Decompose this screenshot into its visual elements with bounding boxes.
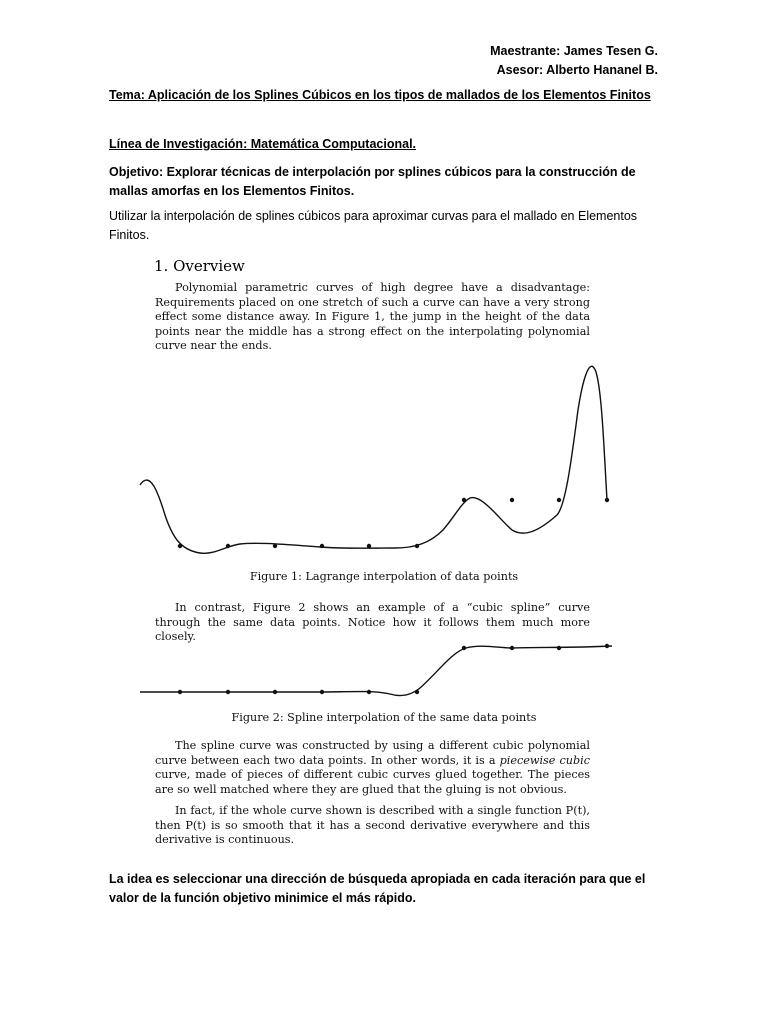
- lagrange-curve: [140, 366, 607, 553]
- spline-curve: [140, 646, 612, 696]
- fig1-data-point: [320, 544, 324, 548]
- fig2-data-point: [367, 690, 371, 694]
- fig2-data-point: [273, 690, 277, 694]
- fig1-data-point: [557, 498, 561, 502]
- fig2-data-point: [226, 690, 230, 694]
- paragraph3-emphasis: piecewise cubic: [499, 753, 590, 767]
- fig2-data-point: [462, 646, 466, 650]
- overview-paragraph-1: Polynomial parametric curves of high degree have a disadvantage: Requirements placed on one stretch of such a curve can have a very strong effect some distance away. In Figure 1, the jump in the height of the data points near the middle has a strong effect on the interpolating polynomial curve near the ends.: [155, 281, 590, 352]
- fig2-data-point: [510, 646, 514, 650]
- fig2-data-point: [178, 690, 182, 694]
- fig1-data-point: [273, 544, 277, 548]
- tema-heading: Tema: Aplicación de los Splines Cúbicos en los tipos de mallados de los Elementos Finitos: [109, 88, 651, 102]
- fig1-data-point: [605, 498, 609, 502]
- overview-paragraph-3: [155, 739, 590, 797]
- fig1-data-point: [226, 544, 230, 548]
- fig1-data-point: [415, 544, 419, 548]
- fig1-data-point: [510, 498, 514, 502]
- utilizar-text: Utilizar la interpolación de splines cúbicos para aproximar curvas para el mallado en Elementos Finitos.: [109, 209, 638, 242]
- fig2-data-point: [415, 690, 419, 694]
- paragraph3-start: The spline curve was constructed by using a different cubic polynomial curve between each two data points. In other words, it is a: [155, 739, 590, 767]
- conclusion-text: La idea es seleccionar una dirección de búsqueda apropiada en cada iteración para que el valor de la función objetivo minimice el más rápido.: [109, 872, 646, 905]
- linea-heading: Línea de Investigación: Matemática Computacional.: [109, 137, 417, 151]
- figure2-caption: Figure 2: Spline interpolation of the same data points: [231, 711, 537, 724]
- fig2-data-point: [557, 646, 561, 650]
- section-title: 1. Overview: [154, 257, 245, 275]
- asesor-line: Asesor: Alberto Hananel B.: [496, 63, 658, 77]
- fig2-data-point: [605, 644, 609, 648]
- fig1-data-point: [462, 498, 466, 502]
- fig1-data-point: [178, 544, 182, 548]
- overview-paragraph-4: In fact, if the whole curve shown is described with a single function P(t), then P(t) is so smooth that it has a second derivative everywhere and this derivative is continuous.: [155, 804, 590, 846]
- fig1-data-point: [367, 544, 371, 548]
- maestrante-line: Maestrante: James Tesen G.: [490, 44, 658, 58]
- paragraph3-end: curve, made of pieces of different cubic curves glued together. The pieces are so well matched where they are glued that the gluing is not obvious.: [155, 768, 590, 796]
- figure1-caption: Figure 1: Lagrange interpolation of data points: [249, 570, 519, 583]
- fig2-data-point: [320, 690, 324, 694]
- overview-paragraph-2: In contrast, Figure 2 shows an example of a “cubic spline” curve through the same data points. Notice how it follows them much more closely.: [155, 601, 590, 643]
- objetivo-text: Objetivo: Explorar técnicas de interpolación por splines cúbicos para la construcción de mallas amorfas en los Elementos Finitos.: [109, 165, 636, 198]
